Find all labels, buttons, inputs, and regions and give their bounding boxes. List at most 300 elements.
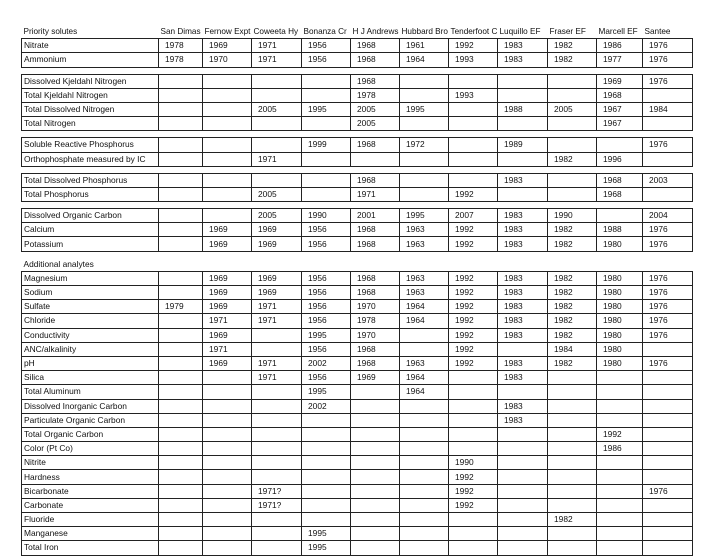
year-cell: 1976 bbox=[643, 286, 693, 300]
year-cell bbox=[548, 470, 597, 484]
year-cell bbox=[302, 456, 351, 470]
year-cell bbox=[400, 527, 449, 541]
year-cell: 1964 bbox=[400, 53, 449, 67]
year-cell bbox=[597, 413, 643, 427]
year-cell: 2001 bbox=[351, 209, 400, 223]
year-cell: 1976 bbox=[643, 237, 693, 251]
analyte-label: Fluoride bbox=[22, 513, 159, 527]
year-cell bbox=[449, 74, 498, 88]
year-cell: 1968 bbox=[351, 173, 400, 187]
year-cell bbox=[597, 513, 643, 527]
year-cell: 1971 bbox=[252, 356, 302, 370]
year-cell: 1988 bbox=[597, 223, 643, 237]
analyte-label: Soluble Reactive Phosphorus bbox=[22, 138, 159, 152]
year-cell: 1984 bbox=[548, 342, 597, 356]
year-cell bbox=[159, 88, 203, 102]
analyte-row bbox=[22, 223, 693, 237]
year-cell: 1982 bbox=[548, 314, 597, 328]
year-cell: 1983 bbox=[498, 53, 548, 67]
year-cell bbox=[400, 328, 449, 342]
year-cell bbox=[498, 456, 548, 470]
year-cell: 1956 bbox=[302, 371, 351, 385]
year-cell bbox=[159, 427, 203, 441]
analyte-label: Total Organic Carbon bbox=[22, 427, 159, 441]
analyte-row bbox=[22, 442, 693, 456]
year-cell: 1956 bbox=[302, 53, 351, 67]
year-cell: 1968 bbox=[351, 356, 400, 370]
analyte-row bbox=[22, 102, 693, 116]
year-cell: 1995 bbox=[400, 209, 449, 223]
year-cell: 1969 bbox=[252, 286, 302, 300]
year-cell: 1982 bbox=[548, 300, 597, 314]
year-cell bbox=[159, 385, 203, 399]
year-cell bbox=[643, 413, 693, 427]
analyte-label: Dissolved Inorganic Carbon bbox=[22, 399, 159, 413]
year-cell: 1992 bbox=[449, 300, 498, 314]
year-cell bbox=[159, 173, 203, 187]
year-cell: 1980 bbox=[597, 300, 643, 314]
year-cell: 1992 bbox=[449, 39, 498, 53]
year-cell bbox=[498, 187, 548, 201]
analyte-row bbox=[22, 484, 693, 498]
year-cell: 1969 bbox=[252, 271, 302, 285]
year-cell bbox=[597, 456, 643, 470]
year-cell bbox=[203, 442, 252, 456]
year-cell bbox=[252, 470, 302, 484]
year-cell: 1982 bbox=[548, 223, 597, 237]
analyte-label: Chloride bbox=[22, 314, 159, 328]
analyte-row bbox=[22, 527, 693, 541]
year-cell: 1964 bbox=[400, 300, 449, 314]
year-cell: 1968 bbox=[351, 286, 400, 300]
year-cell bbox=[252, 138, 302, 152]
year-cell bbox=[597, 138, 643, 152]
year-cell bbox=[548, 527, 597, 541]
year-cell bbox=[159, 527, 203, 541]
header-site: Fernow Expt bbox=[204, 27, 251, 37]
year-cell bbox=[302, 152, 351, 166]
year-cell: 1956 bbox=[302, 342, 351, 356]
analyte-row bbox=[22, 328, 693, 342]
year-cell bbox=[449, 427, 498, 441]
analyte-row bbox=[22, 173, 693, 187]
year-cell bbox=[498, 342, 548, 356]
analyte-row bbox=[22, 53, 693, 67]
year-cell bbox=[449, 117, 498, 131]
year-cell bbox=[643, 442, 693, 456]
year-cell: 1969 bbox=[203, 237, 252, 251]
header-site: Hubbard Bro bbox=[401, 27, 448, 37]
year-cell bbox=[449, 442, 498, 456]
year-cell bbox=[203, 498, 252, 512]
year-cell bbox=[302, 187, 351, 201]
year-cell bbox=[548, 117, 597, 131]
year-cell bbox=[400, 484, 449, 498]
header-site: Marcell EF bbox=[598, 27, 638, 37]
year-cell bbox=[643, 470, 693, 484]
year-cell: 1956 bbox=[302, 300, 351, 314]
analyte-row bbox=[22, 371, 693, 385]
year-cell bbox=[400, 342, 449, 356]
analyte-label: Total Nitrogen bbox=[22, 117, 159, 131]
analyte-row bbox=[22, 427, 693, 441]
header-site: Fraser EF bbox=[549, 27, 586, 37]
year-cell bbox=[252, 328, 302, 342]
year-cell: 1969 bbox=[252, 237, 302, 251]
year-cell bbox=[302, 470, 351, 484]
year-cell bbox=[351, 385, 400, 399]
year-cell: 1982 bbox=[548, 356, 597, 370]
year-cell: 1992 bbox=[449, 314, 498, 328]
year-cell bbox=[203, 427, 252, 441]
year-cell: 1971 bbox=[203, 342, 252, 356]
analyte-label: Potassium bbox=[22, 237, 159, 251]
year-cell bbox=[203, 187, 252, 201]
group-spacer bbox=[22, 166, 693, 173]
year-cell bbox=[159, 470, 203, 484]
year-cell: 2005 bbox=[252, 102, 302, 116]
year-cell: 1995 bbox=[302, 385, 351, 399]
analyte-label: Dissolved Organic Carbon bbox=[22, 209, 159, 223]
year-cell bbox=[643, 498, 693, 512]
year-cell bbox=[159, 513, 203, 527]
year-cell bbox=[159, 187, 203, 201]
year-cell: 1993 bbox=[449, 88, 498, 102]
year-cell: 1968 bbox=[351, 53, 400, 67]
year-cell: 1983 bbox=[498, 271, 548, 285]
year-cell: 1990 bbox=[302, 209, 351, 223]
analyte-label: Total Kjeldahl Nitrogen bbox=[22, 88, 159, 102]
year-cell bbox=[252, 117, 302, 131]
header-site: Tenderfoot C bbox=[450, 27, 498, 37]
year-cell bbox=[302, 88, 351, 102]
year-cell bbox=[498, 470, 548, 484]
year-cell: 1980 bbox=[597, 271, 643, 285]
analyte-row bbox=[22, 39, 693, 53]
year-cell: 1992 bbox=[449, 470, 498, 484]
analyte-label: Color (Pt Co) bbox=[22, 442, 159, 456]
year-cell: 1956 bbox=[302, 314, 351, 328]
year-cell: 1983 bbox=[498, 328, 548, 342]
analyte-row bbox=[22, 74, 693, 88]
year-cell bbox=[400, 498, 449, 512]
analyte-row bbox=[22, 456, 693, 470]
year-cell: 2002 bbox=[302, 356, 351, 370]
year-cell: 1979 bbox=[159, 300, 203, 314]
year-cell bbox=[548, 88, 597, 102]
year-cell bbox=[302, 74, 351, 88]
year-cell bbox=[643, 342, 693, 356]
year-cell: 1978 bbox=[159, 39, 203, 53]
year-cell bbox=[643, 385, 693, 399]
year-cell bbox=[400, 399, 449, 413]
year-cell: 2005 bbox=[351, 117, 400, 131]
year-cell: 1978 bbox=[351, 314, 400, 328]
year-cell: 1995 bbox=[302, 527, 351, 541]
year-cell bbox=[400, 173, 449, 187]
year-cell bbox=[159, 456, 203, 470]
year-cell bbox=[400, 152, 449, 166]
year-cell bbox=[400, 513, 449, 527]
year-cell bbox=[498, 442, 548, 456]
year-cell: 1976 bbox=[643, 356, 693, 370]
year-cell bbox=[643, 371, 693, 385]
year-cell bbox=[203, 527, 252, 541]
year-cell: 1968 bbox=[351, 271, 400, 285]
year-cell: 1980 bbox=[597, 342, 643, 356]
year-cell bbox=[203, 102, 252, 116]
year-cell bbox=[597, 541, 643, 555]
year-cell bbox=[351, 152, 400, 166]
year-cell: 1992 bbox=[449, 328, 498, 342]
year-cell bbox=[449, 541, 498, 555]
year-cell bbox=[203, 513, 252, 527]
year-cell bbox=[449, 399, 498, 413]
year-cell bbox=[643, 399, 693, 413]
year-cell bbox=[400, 117, 449, 131]
year-cell bbox=[302, 513, 351, 527]
year-cell bbox=[159, 442, 203, 456]
year-cell bbox=[159, 209, 203, 223]
year-cell: 1963 bbox=[400, 356, 449, 370]
year-cell bbox=[597, 385, 643, 399]
year-cell: 1995 bbox=[302, 541, 351, 555]
year-cell: 1969 bbox=[203, 39, 252, 53]
year-cell: 1976 bbox=[643, 74, 693, 88]
year-cell bbox=[643, 513, 693, 527]
year-cell bbox=[159, 356, 203, 370]
year-cell: 1983 bbox=[498, 371, 548, 385]
year-cell bbox=[400, 456, 449, 470]
year-cell: 1980 bbox=[597, 237, 643, 251]
year-cell bbox=[643, 427, 693, 441]
year-cell bbox=[449, 102, 498, 116]
year-cell bbox=[203, 209, 252, 223]
year-cell bbox=[449, 513, 498, 527]
year-cell: 2005 bbox=[548, 102, 597, 116]
year-cell bbox=[400, 442, 449, 456]
year-cell bbox=[203, 371, 252, 385]
year-cell: 2003 bbox=[643, 173, 693, 187]
analyte-label: Sulfate bbox=[22, 300, 159, 314]
year-cell bbox=[597, 371, 643, 385]
year-cell bbox=[449, 138, 498, 152]
year-cell bbox=[252, 399, 302, 413]
year-cell bbox=[400, 88, 449, 102]
year-cell: 1956 bbox=[302, 237, 351, 251]
analyte-label: Silica bbox=[22, 371, 159, 385]
year-cell: 1963 bbox=[400, 223, 449, 237]
header-site: H J Andrews bbox=[352, 27, 399, 37]
year-cell: 2005 bbox=[351, 102, 400, 116]
year-cell: 1982 bbox=[548, 328, 597, 342]
year-cell: 1983 bbox=[498, 39, 548, 53]
analyte-row bbox=[22, 187, 693, 201]
year-cell: 1963 bbox=[400, 271, 449, 285]
year-cell: 1982 bbox=[548, 271, 597, 285]
analyte-label: Nitrate bbox=[22, 39, 159, 53]
header-site: Coweeta Hy bbox=[253, 27, 299, 37]
year-cell bbox=[449, 527, 498, 541]
year-cell bbox=[159, 498, 203, 512]
year-cell: 1976 bbox=[643, 314, 693, 328]
year-cell: 1971 bbox=[252, 371, 302, 385]
year-cell: 1986 bbox=[597, 39, 643, 53]
year-cell bbox=[203, 484, 252, 498]
year-cell bbox=[400, 413, 449, 427]
analyte-label: Particulate Organic Carbon bbox=[22, 413, 159, 427]
year-cell bbox=[159, 286, 203, 300]
year-cell bbox=[597, 399, 643, 413]
year-cell bbox=[449, 173, 498, 187]
year-cell: 1969 bbox=[203, 223, 252, 237]
year-cell bbox=[203, 456, 252, 470]
analyte-label: Total Phosphorus bbox=[22, 187, 159, 201]
year-cell bbox=[400, 187, 449, 201]
year-cell: 1983 bbox=[498, 223, 548, 237]
year-cell: 1964 bbox=[400, 314, 449, 328]
year-cell bbox=[159, 271, 203, 285]
year-cell bbox=[548, 427, 597, 441]
year-cell: 1992 bbox=[449, 356, 498, 370]
year-cell bbox=[643, 527, 693, 541]
year-cell bbox=[498, 427, 548, 441]
year-cell: 1971 bbox=[252, 53, 302, 67]
year-cell bbox=[597, 498, 643, 512]
year-cell bbox=[203, 138, 252, 152]
year-cell bbox=[643, 541, 693, 555]
year-cell bbox=[302, 442, 351, 456]
year-cell bbox=[643, 152, 693, 166]
analyte-label: Hardness bbox=[22, 470, 159, 484]
year-cell: 1999 bbox=[302, 138, 351, 152]
year-cell bbox=[597, 527, 643, 541]
year-cell bbox=[302, 427, 351, 441]
year-cell: 2004 bbox=[643, 209, 693, 223]
analyte-row bbox=[22, 138, 693, 152]
year-cell bbox=[252, 88, 302, 102]
year-cell bbox=[351, 498, 400, 512]
year-cell: 1992 bbox=[449, 342, 498, 356]
analyte-row bbox=[22, 314, 693, 328]
year-cell: 1963 bbox=[400, 237, 449, 251]
year-cell bbox=[351, 513, 400, 527]
year-cell: 1968 bbox=[351, 39, 400, 53]
analyte-row bbox=[22, 470, 693, 484]
year-cell bbox=[302, 173, 351, 187]
header-analyte: Priority solutes bbox=[23, 27, 78, 37]
year-cell: 2005 bbox=[252, 209, 302, 223]
year-cell: 1980 bbox=[597, 356, 643, 370]
analyte-row bbox=[22, 413, 693, 427]
analyte-row bbox=[22, 513, 693, 527]
year-cell bbox=[203, 413, 252, 427]
analyte-label: Calcium bbox=[22, 223, 159, 237]
additional-title-row bbox=[22, 258, 693, 272]
analyte-label: Manganese bbox=[22, 527, 159, 541]
year-cell: 1969 bbox=[203, 328, 252, 342]
analyte-label: Bicarbonate bbox=[22, 484, 159, 498]
header-site: Santee bbox=[644, 27, 671, 37]
year-cell bbox=[400, 74, 449, 88]
analyte-label: Orthophosphate measured by IC bbox=[22, 152, 159, 166]
analyte-label: Total Aluminum bbox=[22, 385, 159, 399]
year-cell bbox=[159, 314, 203, 328]
year-cell: 1971 bbox=[252, 39, 302, 53]
analyte-row bbox=[22, 498, 693, 512]
year-cell: 1976 bbox=[643, 271, 693, 285]
year-cell: 1968 bbox=[351, 138, 400, 152]
group-spacer bbox=[22, 202, 693, 209]
year-cell: 1983 bbox=[498, 237, 548, 251]
year-cell: 1983 bbox=[498, 314, 548, 328]
year-cell bbox=[252, 173, 302, 187]
year-cell: 1956 bbox=[302, 286, 351, 300]
year-cell bbox=[159, 152, 203, 166]
analyte-row bbox=[22, 286, 693, 300]
year-cell bbox=[548, 173, 597, 187]
analyte-label: Dissolved Kjeldahl Nitrogen bbox=[22, 74, 159, 88]
year-cell: 1969 bbox=[203, 271, 252, 285]
year-cell: 1969 bbox=[597, 74, 643, 88]
year-cell: 1978 bbox=[351, 88, 400, 102]
year-cell bbox=[548, 413, 597, 427]
year-cell bbox=[498, 541, 548, 555]
year-cell bbox=[159, 223, 203, 237]
year-cell bbox=[159, 102, 203, 116]
year-cell bbox=[203, 74, 252, 88]
year-cell: 1992 bbox=[449, 237, 498, 251]
year-cell: 1983 bbox=[498, 300, 548, 314]
year-cell: 1980 bbox=[597, 328, 643, 342]
analyte-label: Conductivity bbox=[22, 328, 159, 342]
analyte-label: Total Dissolved Phosphorus bbox=[22, 173, 159, 187]
year-cell bbox=[159, 541, 203, 555]
year-cell bbox=[643, 456, 693, 470]
year-cell: 1968 bbox=[597, 187, 643, 201]
year-cell bbox=[252, 527, 302, 541]
year-cell bbox=[159, 74, 203, 88]
year-cell bbox=[159, 371, 203, 385]
year-cell: 1983 bbox=[498, 173, 548, 187]
year-cell bbox=[351, 427, 400, 441]
year-cell bbox=[203, 399, 252, 413]
year-cell bbox=[548, 498, 597, 512]
year-cell: 1980 bbox=[597, 286, 643, 300]
year-cell: 1988 bbox=[498, 102, 548, 116]
group-spacer bbox=[22, 67, 693, 74]
year-cell bbox=[400, 427, 449, 441]
year-cell bbox=[203, 541, 252, 555]
year-cell: 1970 bbox=[351, 328, 400, 342]
year-cell bbox=[548, 442, 597, 456]
year-cell: 1977 bbox=[597, 53, 643, 67]
year-cell: 1968 bbox=[597, 173, 643, 187]
year-cell: 1970 bbox=[351, 300, 400, 314]
year-cell bbox=[449, 413, 498, 427]
analyte-label: pH bbox=[22, 356, 159, 370]
year-cell bbox=[498, 498, 548, 512]
year-cell bbox=[351, 399, 400, 413]
year-cell bbox=[351, 527, 400, 541]
year-cell bbox=[498, 152, 548, 166]
analyte-label: Carbonate bbox=[22, 498, 159, 512]
analyte-label: Nitrite bbox=[22, 456, 159, 470]
year-cell: 1971? bbox=[252, 484, 302, 498]
year-cell bbox=[159, 237, 203, 251]
year-cell bbox=[159, 138, 203, 152]
year-cell bbox=[203, 117, 252, 131]
